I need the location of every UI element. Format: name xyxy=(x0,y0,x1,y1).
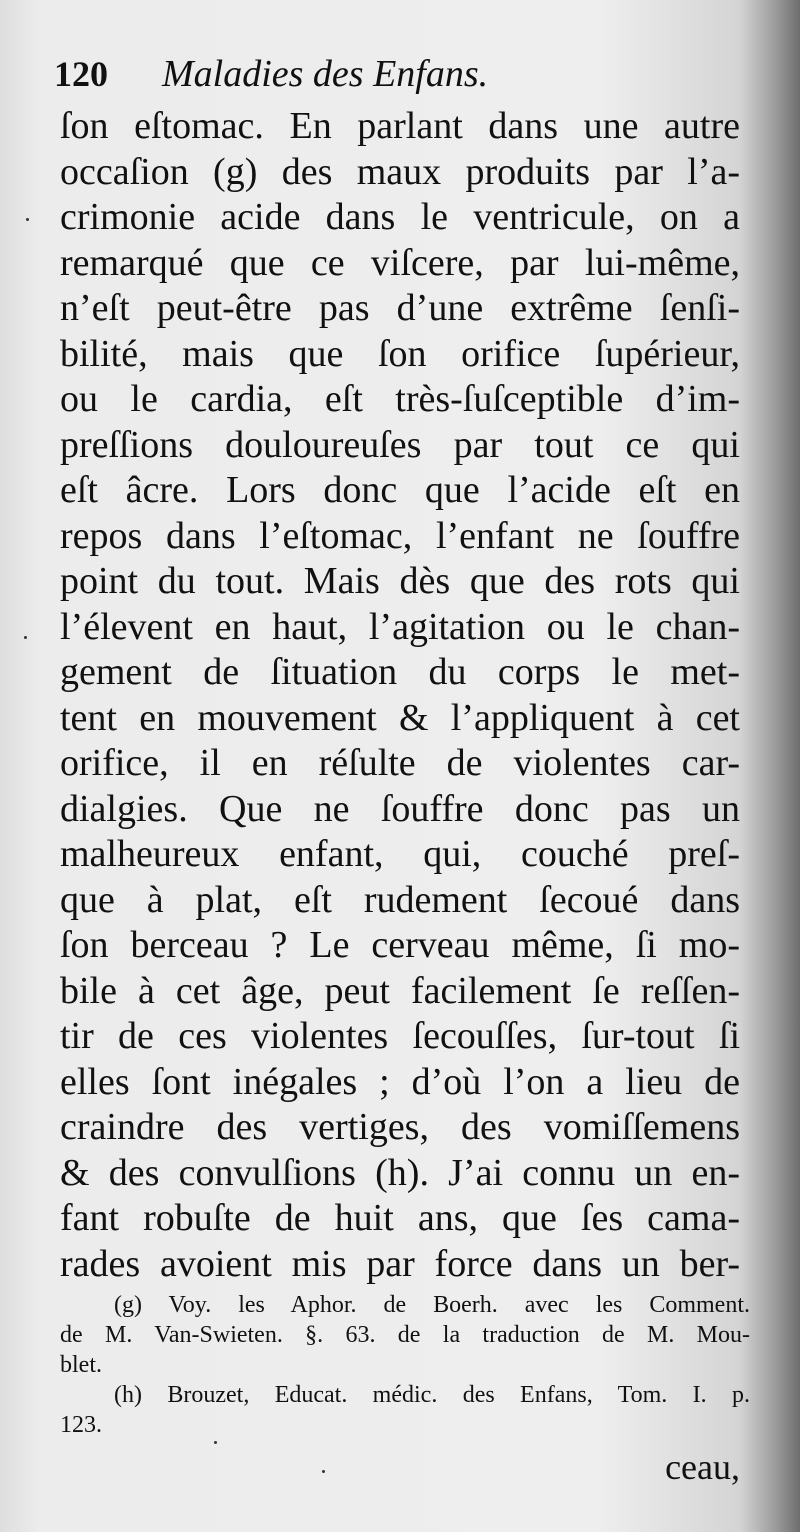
ink-speck xyxy=(214,1441,217,1444)
text-line: ſon berceau ? Le cerveau même, ſi mo- xyxy=(60,924,740,966)
text-line: que à plat, eſt rudement ſecoué dans xyxy=(60,878,740,921)
footnotes xyxy=(60,1290,750,1440)
running-title: Maladies des Enfans. xyxy=(162,53,489,95)
text-line: n’eſt peut-être pas d’une extrême ſenſi- xyxy=(60,287,740,329)
running-header xyxy=(54,52,488,97)
text-line: tent en mouvement & l’appliquent à cet xyxy=(60,696,740,739)
footnote-h-line: (h) Brouzet, Educat. médic. des Enfans, Tom. I. p. xyxy=(114,1382,750,1408)
text-line: & des convulſions (h). J’ai connu un en- xyxy=(60,1151,740,1194)
text-line: fant robuſte de huit ans, que ſes cama- xyxy=(60,1197,740,1239)
text-line: orifice, il en réſulte de violentes car- xyxy=(60,742,740,784)
text-line: repos dans l’eſtomac, l’enfant ne ſouffre xyxy=(60,514,740,557)
page-number: 120 xyxy=(54,54,108,94)
footnote-g-line: (g) Voy. les Aphor. de Boerh. avec les Comment. xyxy=(114,1292,750,1318)
text-line: elles ſont inégales ; d’où l’on a lieu de xyxy=(60,1060,740,1103)
catchword: ceau, xyxy=(665,1447,740,1487)
ink-speck xyxy=(24,636,27,639)
ink-speck xyxy=(26,218,29,221)
ink-speck xyxy=(322,1470,325,1473)
text-line: crimonie acide dans le ventricule, on a xyxy=(60,196,740,238)
text-line: craindre des vertiges, des vomiſſemens xyxy=(60,1106,740,1148)
text-line: bile à cet âge, peut facilement ſe reſſen- xyxy=(60,969,740,1012)
text-line: bilité, mais que ſon orifice ſupérieur, xyxy=(60,332,740,375)
text-line: ſon eſtomac. En parlant dans une autre xyxy=(60,105,740,147)
text-line: gement de ſituation du corps le met- xyxy=(60,651,740,693)
text-line: occaſion (g) des maux produits par l’a- xyxy=(60,150,740,193)
text-line: l’élevent en haut, l’agitation ou le chan- xyxy=(60,605,740,648)
body-text xyxy=(60,104,740,1287)
footnote-g-line: de M. Van-Swieten. §. 63. de la traduction de M. Mou- xyxy=(60,1322,750,1348)
footnote-h-line: 123. xyxy=(60,1412,102,1438)
text-line: remarqué que ce viſcere, par lui-même, xyxy=(60,241,740,284)
text-line: dialgies. Que ne ſouffre donc pas un xyxy=(60,787,740,830)
text-line: point du tout. Mais dès que des rots qui xyxy=(60,560,740,602)
text-line: tir de ces violentes ſecouſſes, ſur-tout ſi xyxy=(60,1015,740,1057)
footnote-g-line: blet. xyxy=(60,1352,102,1378)
text-line: preſſions douloureuſes par tout ce qui xyxy=(60,423,740,466)
text-line: malheureux enfant, qui, couché preſ- xyxy=(60,833,740,875)
text-line: rades avoient mis par force dans un ber- xyxy=(60,1242,740,1285)
text-line: ou le cardia, eſt très-ſuſceptible d’im- xyxy=(60,378,740,420)
text-line: eſt âcre. Lors donc que l’acide eſt en xyxy=(60,469,740,511)
